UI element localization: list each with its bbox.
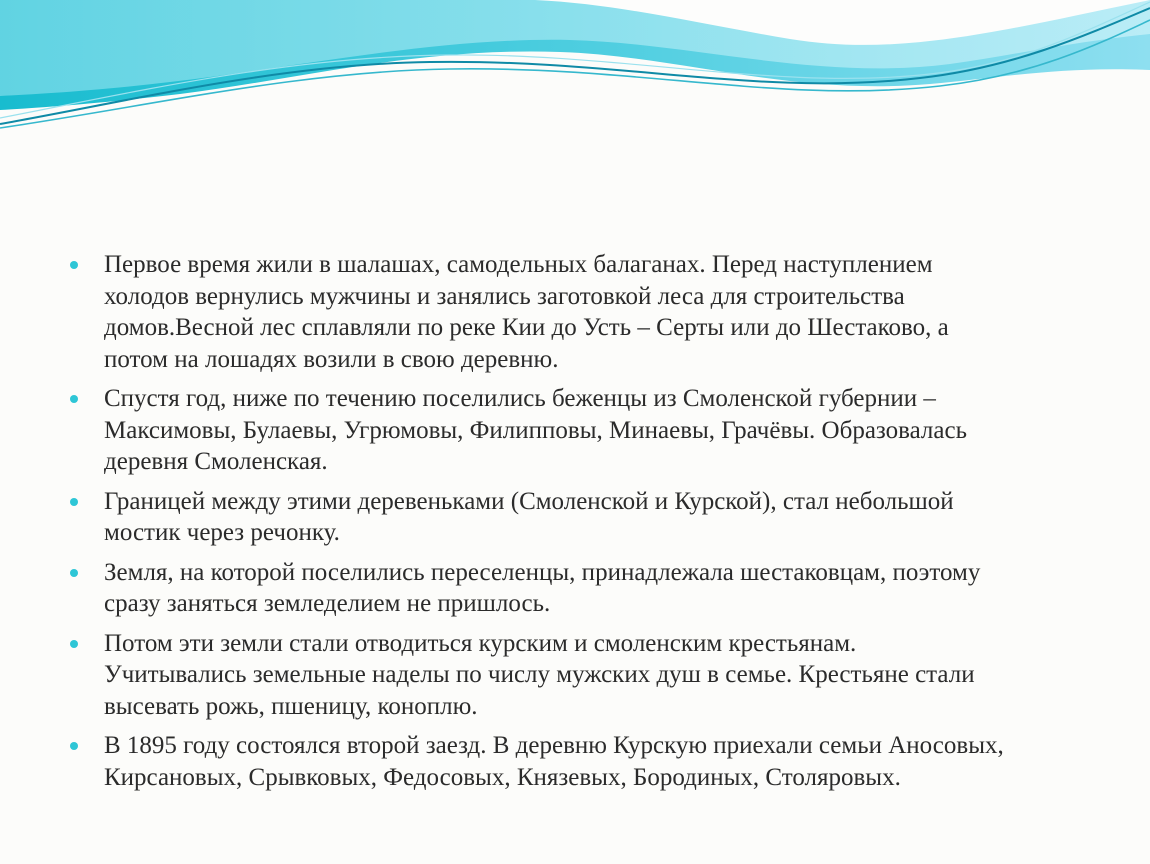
bullet-text bbox=[104, 383, 1070, 478]
bullet-item bbox=[70, 383, 1070, 478]
bullet-dot-icon bbox=[70, 569, 78, 577]
bullet-item bbox=[70, 486, 1070, 549]
bullet-item bbox=[70, 628, 1070, 723]
bullet-line: домов.Весной лес сплавляли по реке Кии до Усть – Серты или до Шестаково, а bbox=[104, 314, 949, 341]
decorative-wave-header bbox=[0, 0, 1150, 150]
bullet-line: В 1895 году состоялся второй заезд. В деревню Курскую приехали семьи Аносовых, bbox=[104, 732, 1004, 759]
bullet-text bbox=[104, 628, 1070, 723]
bullet-line: Земля, на которой поселились переселенцы, принадлежала шестаковцам, поэтому bbox=[104, 558, 981, 586]
bullet-dot-icon bbox=[70, 640, 78, 648]
bullet-item bbox=[70, 557, 1070, 620]
bullet-text bbox=[104, 486, 1070, 549]
bullet-line: Учитывались земельные наделы по числу мужских душ в семье. Крестьяне стали bbox=[104, 661, 975, 688]
bullet-line: высевать рожь, пшеницу, коноплю. bbox=[104, 692, 478, 720]
bullet-dot-icon bbox=[70, 498, 78, 506]
bullet-dot-icon bbox=[70, 395, 78, 403]
slide-content bbox=[70, 249, 1070, 801]
bullet-line: Максимовы, Булаевы, Угрюмовы, Филипповы, Минаевы, Грачёвы. Образовалась bbox=[104, 416, 968, 444]
bullet-dot-icon bbox=[70, 742, 78, 750]
bullet-line: Границей между этими деревеньками (Смоленской и Курской), стал небольшой bbox=[104, 487, 954, 515]
bullet-list bbox=[70, 249, 1070, 793]
bullet-line: мостик через речонку. bbox=[104, 519, 340, 546]
bullet-dot-icon bbox=[70, 261, 78, 269]
bullet-line: Кирсановых, Срывковых, Федосовых, Князевых, Бородиных, Столяровых. bbox=[104, 763, 901, 791]
bullet-line: холодов вернулись мужчины и занялись заготовкой леса для строительства bbox=[104, 282, 905, 310]
bullet-item bbox=[70, 730, 1070, 793]
bullet-line: сразу заняться земледелием не пришлось. bbox=[104, 590, 551, 617]
bullet-line: Потом эти земли стали отводиться курским и смоленским крестьянам. bbox=[104, 629, 857, 657]
bullet-line: Первое время жили в шалашах, самодельных балаганах. Перед наступлением bbox=[104, 251, 933, 278]
bullet-line: потом на лошадях возили в свою деревню. bbox=[104, 345, 559, 373]
bullet-item bbox=[70, 249, 1070, 375]
bullet-text bbox=[104, 249, 1070, 375]
bullet-text bbox=[104, 730, 1070, 793]
bullet-line: Спустя год, ниже по течению поселились беженцы из Смоленской губернии – bbox=[104, 385, 936, 412]
bullet-text bbox=[104, 557, 1070, 620]
bullet-line: деревня Смоленская. bbox=[104, 448, 328, 475]
